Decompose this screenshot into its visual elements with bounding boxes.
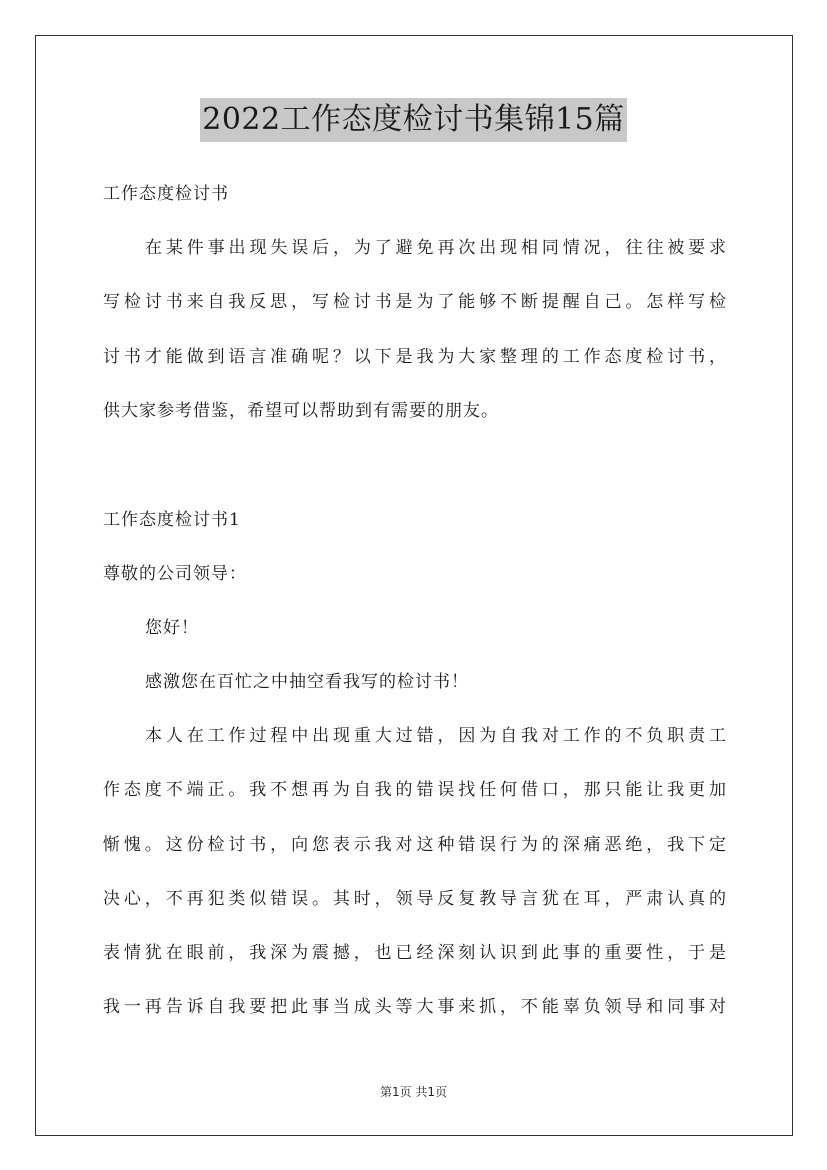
greeting: 您好！ bbox=[145, 618, 199, 638]
salutation: 尊敬的公司领导： bbox=[103, 564, 247, 584]
paragraph-line: 在某件事出现失误后，为了避免再次出现相同情况，往往被要求 bbox=[145, 238, 727, 258]
paragraph-line: 讨书才能做到语言准确呢？以下是我为大家整理的工作态度检讨书， bbox=[103, 347, 727, 367]
section-heading: 工作态度检讨书 bbox=[103, 184, 229, 204]
paragraph-line: 作态度不端正。我不想再为自我的错误找任何借口，那只能让我更加 bbox=[103, 780, 727, 800]
paragraph-line: 惭愧。这份检讨书，向您表示我对这种错误行为的深痛恶绝，我下定 bbox=[103, 835, 727, 855]
paragraph-line: 本人在工作过程中出现重大过错，因为自我对工作的不负职责工 bbox=[145, 726, 727, 746]
title-container bbox=[0, 98, 827, 142]
paragraph-line: 决心，不再犯类似错误。其时，领导反复教导言犹在耳，严肃认真的 bbox=[103, 889, 727, 909]
paragraph-line: 我一再告诉自我要把此事当成头等大事来抓，不能辜负领导和同事对 bbox=[103, 997, 727, 1017]
section-heading: 工作态度检讨书1 bbox=[103, 510, 241, 530]
document-title: 2022工作态度检讨书集锦15篇 bbox=[200, 98, 627, 142]
paragraph-line: 供大家参考借鉴，希望可以帮助到有需要的朋友。 bbox=[103, 401, 499, 421]
paragraph-line: 表情犹在眼前，我深为震撼，也已经深刻认识到此事的重要性，于是 bbox=[103, 943, 727, 963]
paragraph-line: 写检讨书来自我反思，写检讨书是为了能够不断提醒自己。怎样写检 bbox=[103, 292, 727, 312]
paragraph-line: 感激您在百忙之中抽空看我写的检讨书！ bbox=[145, 672, 469, 692]
page-footer: 第1页 共1页 bbox=[379, 1085, 448, 1099]
